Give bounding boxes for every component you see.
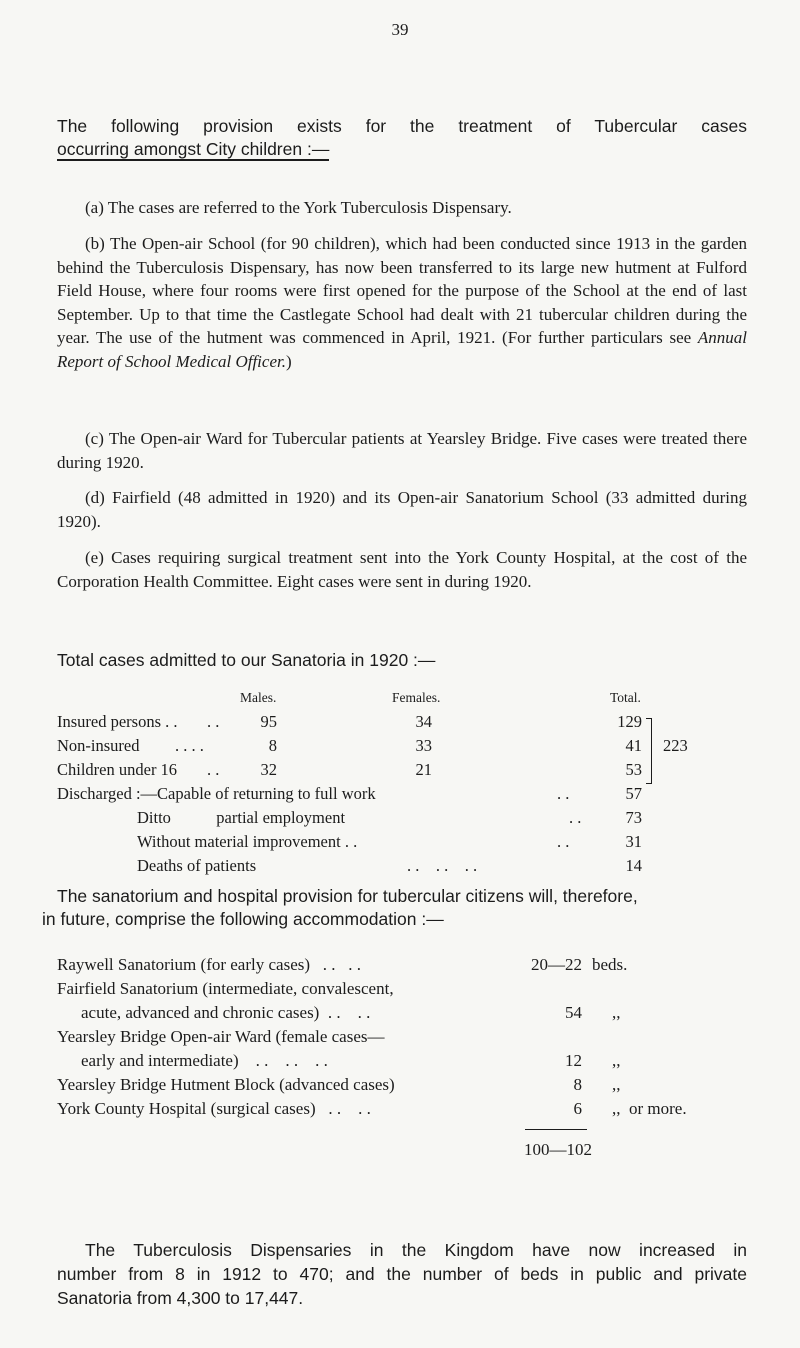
row-females: 34 xyxy=(415,712,432,731)
accommodation-unit: ,, xyxy=(612,1075,621,1094)
accommodation-total: 100—102 xyxy=(524,1140,592,1159)
provision-paragraph xyxy=(42,885,747,931)
row-dots: . . . . xyxy=(175,736,204,755)
discharge-label: Discharged :—Capable of returning to full work xyxy=(57,784,376,803)
item-a: (a) The cases are referred to the York Tuberculosis Dispensary. xyxy=(85,198,512,217)
row-males: 95 xyxy=(260,712,277,731)
item-d: (d) Fairfield (48 admitted in 1920) and its Open-air Sanatorium School (33 admitted during 1920). xyxy=(57,488,747,531)
intro-line-2-text: occurring amongst City children :— xyxy=(57,139,330,159)
total-rule xyxy=(525,1129,587,1130)
provision-line-1: The sanatorium and hospital provision for tubercular citizens will, therefore, xyxy=(57,886,638,906)
intro-paragraph xyxy=(57,115,747,161)
discharge-dots: . . xyxy=(557,832,570,851)
sanatoria-heading: Total cases admitted to our Sanatoria in 1920 :— xyxy=(57,650,436,670)
col-males: Males. xyxy=(240,690,277,705)
discharge-value: 31 xyxy=(625,832,642,851)
row-total: 53 xyxy=(625,760,642,779)
intro-line-2 xyxy=(57,138,747,161)
discharge-label: Ditto partial employment xyxy=(137,808,346,827)
row-total: 129 xyxy=(617,712,642,731)
item-e: (e) Cases requiring surgical treatment sent into the York County Hospital, at the cost of the Corporation Health Committee. Eight cases were sent in during 1920. xyxy=(57,548,747,591)
discharge-dots: . . xyxy=(569,808,582,827)
row-label: Insured persons . . xyxy=(57,712,178,731)
row-females: 21 xyxy=(415,760,432,779)
grand-total: 223 xyxy=(663,736,688,755)
row-females: 33 xyxy=(415,736,432,755)
discharge-value: 57 xyxy=(625,784,642,803)
row-dots: . . xyxy=(207,712,220,731)
row-dots: . . xyxy=(207,760,220,779)
accommodation-name: Raywell Sanatorium (for early cases) . . . . xyxy=(57,955,362,974)
accommodation-name: York County Hospital (surgical cases) . . . . xyxy=(57,1099,371,1118)
discharge-label: Without material improvement . . xyxy=(137,832,358,851)
item-b-end: ) xyxy=(285,351,292,371)
row-total: 41 xyxy=(625,736,642,755)
row-males: 8 xyxy=(268,736,277,755)
discharge-value: 14 xyxy=(625,856,642,875)
discharge-label: Deaths of patients xyxy=(137,856,257,875)
accommodation-list xyxy=(57,955,757,1185)
intro-line-1: The following provision exists for the treatment of Tubercular cases xyxy=(57,116,747,136)
item-c: (c) The Open-air Ward for Tubercular patients at Yearsley Bridge. Five cases were treated there during 1920. xyxy=(57,429,747,472)
accommodation-name: Fairfield Sanatorium (intermediate, convalescent, xyxy=(57,979,394,998)
row-label: Non-insured xyxy=(57,736,140,755)
col-total: Total. xyxy=(610,690,641,705)
accommodation-beds: 12 xyxy=(565,1051,582,1070)
accommodation-name-cont: acute, advanced and chronic cases) . . . . xyxy=(81,1003,371,1022)
accommodation-name-cont: early and intermediate) . . . . . . xyxy=(81,1051,328,1070)
closing-line-1: The Tuberculosis Dispensaries in the Kingdom have now increased in xyxy=(85,1240,747,1260)
accommodation-unit: ,, xyxy=(612,1051,621,1070)
row-males: 32 xyxy=(260,760,277,779)
total-brace xyxy=(646,718,652,784)
closing-line-2: number from 8 in 1912 to 470; and the number of beds in public and private xyxy=(57,1264,747,1284)
accommodation-beds: 8 xyxy=(573,1075,582,1094)
closing-line-3: Sanatoria from 4,300 to 17,447. xyxy=(57,1288,304,1308)
item-b-text: (b) The Open-air School (for 90 children), which had been conducted since 1913 in the garden behind the Tuberculosis Dispensary, has now been transferred to its large new hutment at Fulford Field House, where four rooms were first opened for the purpose of the School at the end of last September. Up to that time the Castlegate School had dealt with 21 tubercular children during the year. The use of the hutment was commenced in April, 1921. (For further particulars see xyxy=(57,234,747,347)
provision-line-2: in future, comprise the following accommodation :— xyxy=(42,909,444,929)
discharge-dots: . . xyxy=(557,784,570,803)
accommodation-beds: 54 xyxy=(565,1003,582,1022)
page-number: 39 xyxy=(391,20,409,39)
item-b-italic: Annual Report of School Medical Officer. xyxy=(57,328,747,371)
discharge-dots: . . . . . . xyxy=(407,856,478,875)
accommodation-beds: 20—22 xyxy=(531,955,582,974)
row-label: Children under 16 xyxy=(57,760,178,779)
accommodation-unit: ,, xyxy=(612,1003,621,1022)
item-b xyxy=(57,232,747,373)
accommodation-name: Yearsley Bridge Hutment Block (advanced cases) xyxy=(57,1075,395,1094)
accommodation-unit: beds. xyxy=(592,955,628,974)
accommodation-name: Yearsley Bridge Open-air Ward (female cases— xyxy=(57,1027,385,1046)
accommodation-beds: 6 xyxy=(573,1099,582,1118)
discharge-value: 73 xyxy=(625,808,642,827)
closing-paragraph xyxy=(57,1238,747,1310)
col-females: Females. xyxy=(392,690,441,705)
accommodation-unit: ,, or more. xyxy=(612,1099,687,1118)
